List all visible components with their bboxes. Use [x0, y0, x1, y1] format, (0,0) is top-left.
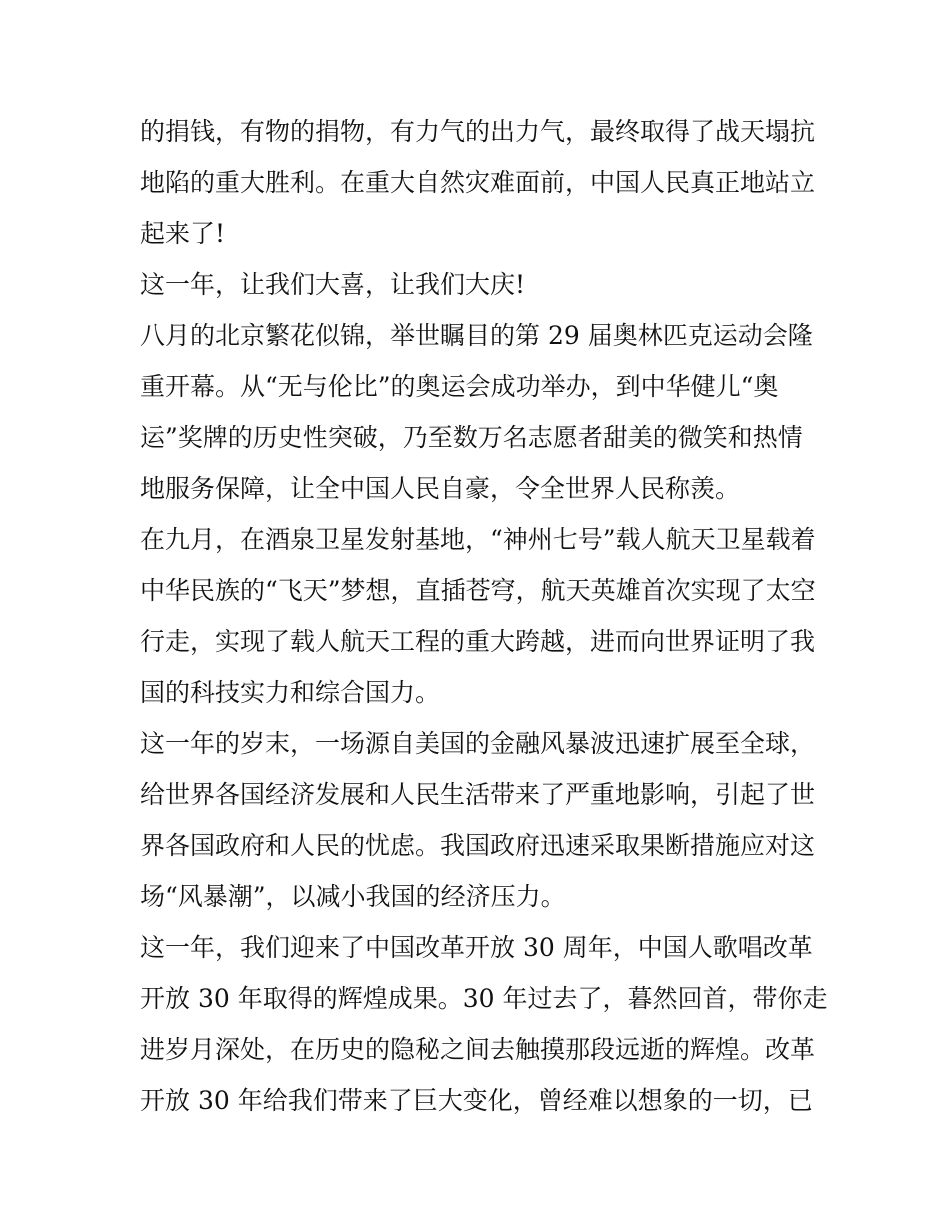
text-line: 这一年，让我们大喜，让我们大庆! [140, 270, 526, 299]
text-line: 行走，实现了载人航天工程的重大跨越，进而向世界证明了我 [140, 627, 816, 656]
text-line: 界各国政府和人民的忧虑。我国政府迅速采取果断措施应对这 [140, 831, 816, 860]
text-line: 地服务保障，让全中国人民自豪，令全世界人民称羡。 [140, 474, 741, 503]
text-line: 给世界各国经济发展和人民生活带来了严重地影响，引起了世 [140, 780, 816, 809]
document-body [140, 106, 828, 1126]
text-line: 国的科技实力和综合国力。 [140, 678, 441, 707]
text-line: 中华民族的“飞天”梦想，直插苍穹，航天英雄首次实现了太空 [140, 576, 816, 605]
text-line: 起来了! [140, 219, 226, 248]
text-line: 进岁月深处，在历史的隐秘之间去触摸那段远逝的辉煌。改革 [140, 1035, 816, 1064]
text-line: 场“风暴潮”，以减小我国的经济压力。 [140, 882, 566, 911]
text-line: 开放 30 年给我们带来了巨大变化，曾经难以想象的一切，已 [140, 1086, 813, 1115]
text-line: 的捐钱，有物的捐物，有力气的出力气，最终取得了战天塌抗 [140, 117, 816, 146]
text-line: 运”奖牌的历史性突破，乃至数万名志愿者甜美的微笑和热情 [140, 423, 803, 452]
text-line: 八月的北京繁花似锦，举世瞩目的第 29 届奥林匹克运动会隆 [140, 321, 813, 350]
text-line: 重开幕。从“无与伦比”的奥运会成功举办，到中华健儿“奥 [140, 372, 779, 401]
text-line: 开放 30 年取得的辉煌成果。30 年过去了，暮然回首，带你走 [140, 984, 828, 1013]
text-line: 这一年，我们迎来了中国改革开放 30 周年，中国人歌唱改革 [140, 933, 813, 962]
text-line: 这一年的岁末，一场源自美国的金融风暴波迅速扩展至全球， [140, 729, 816, 758]
text-line: 在九月，在酒泉卫星发射基地，“神州七号”载人航天卫星载着 [140, 525, 816, 554]
text-line: 地陷的重大胜利。在重大自然灾难面前，中国人民真正地站立 [140, 168, 816, 197]
